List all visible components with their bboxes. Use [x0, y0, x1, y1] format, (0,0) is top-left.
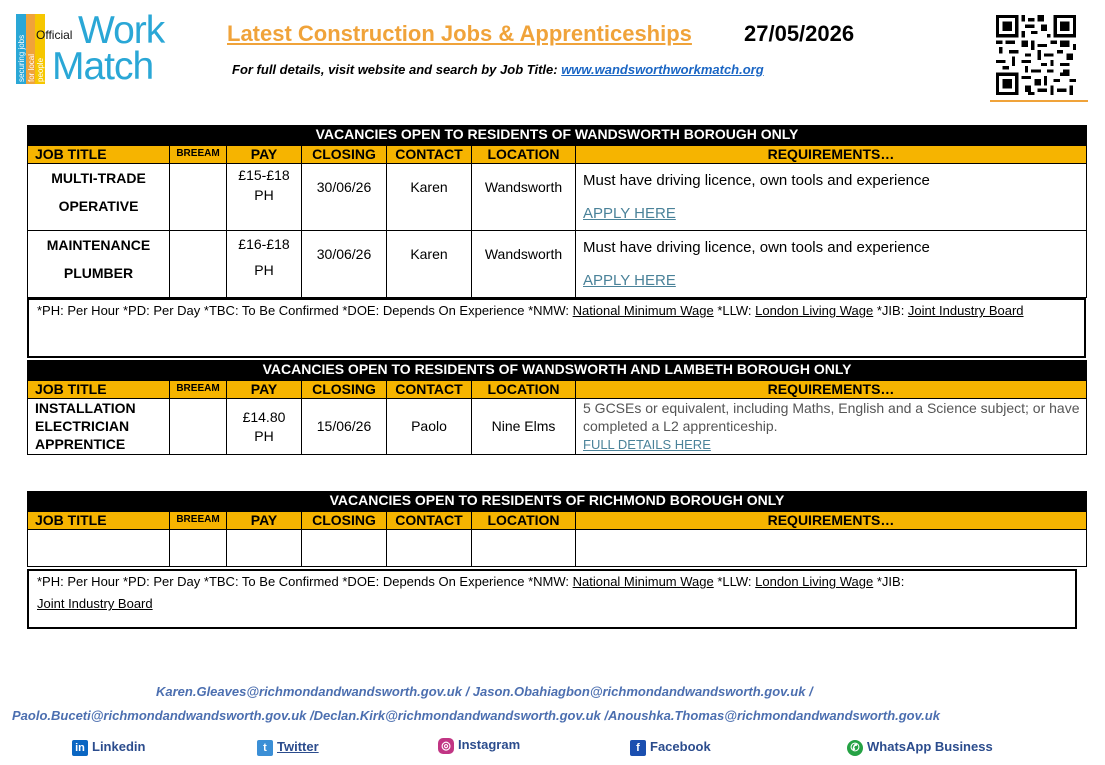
facebook-icon: f: [630, 740, 646, 756]
requirements-text: Must have driving licence, own tools and experience: [583, 172, 930, 189]
key-text: *LLW:: [713, 574, 756, 589]
col-location: LOCATION: [472, 146, 576, 164]
col-job-title: JOB TITLE: [28, 512, 170, 530]
location-cell: Wandsworth: [472, 164, 576, 231]
key-text: *PH: Per Hour *PD: Per Day *TBC: To Be Confirmed *DOE: Depends On Experience *NMW:: [37, 574, 573, 589]
instagram-label: Instagram: [458, 737, 521, 752]
contact-cell: Paolo: [387, 399, 472, 455]
col-job-title: JOB TITLE: [28, 146, 170, 164]
closing-cell: 30/06/26: [302, 164, 387, 231]
col-job-title: JOB TITLE: [28, 381, 170, 399]
col-location: LOCATION: [472, 381, 576, 399]
job-title: MAINTENANCE: [46, 237, 151, 253]
richmond-vacancies-table: [27, 491, 1087, 567]
logo-vertical-text-2: for local: [27, 53, 36, 82]
page-title: Latest Construction Jobs & Apprenticeships: [227, 21, 692, 46]
contact-cell: Karen: [387, 164, 472, 231]
pay-value: £15-£18: [238, 167, 290, 183]
abbreviations-key: [27, 569, 1077, 629]
section-banner: VACANCIES OPEN TO RESIDENTS OF WANDSWORTH BOROUGH ONLY: [28, 126, 1087, 146]
facebook-label: Facebook: [650, 739, 711, 754]
job-title: APPRENTICE: [35, 436, 126, 452]
nmw-link[interactable]: National Minimum Wage: [572, 574, 714, 589]
contact-cell: Karen: [387, 231, 472, 298]
breeam-cell: [170, 164, 227, 231]
section-banner: VACANCIES OPEN TO RESIDENTS OF RICHMOND BOROUGH ONLY: [28, 492, 1087, 512]
logo-vertical-text-3: people: [36, 57, 45, 82]
job-title-cell: [28, 231, 170, 298]
qr-code-icon: [996, 15, 1076, 95]
pay-cell: [227, 399, 302, 455]
location-cell: Wandsworth: [472, 231, 576, 298]
col-pay: PAY: [227, 381, 302, 399]
requirements-text: Must have driving licence, own tools and experience: [583, 239, 930, 256]
apply-here-link[interactable]: APPLY HERE: [583, 272, 676, 289]
website-link[interactable]: www.wandsworthworkmatch.org: [561, 62, 764, 77]
twitter-link[interactable]: [257, 739, 319, 756]
col-closing: CLOSING: [302, 512, 387, 530]
requirements-cell: [576, 231, 1087, 298]
logo-word-match: Match: [52, 45, 154, 88]
jib-link[interactable]: Joint Industry Board: [37, 596, 153, 611]
key-text: *JIB:: [873, 303, 908, 318]
section-banner: VACANCIES OPEN TO RESIDENTS OF WANDSWORTH AND LAMBETH BOROUGH ONLY: [28, 361, 1087, 381]
twitter-label: Twitter: [277, 739, 319, 754]
workmatch-logo: [16, 9, 186, 88]
table-row: [28, 231, 1087, 298]
wandsworth-vacancies-table: [27, 125, 1087, 298]
key-text: *PH: Per Hour *PD: Per Day *TBC: To Be Confirmed *DOE: Depends On Experience *NMW:: [37, 303, 573, 318]
abbreviations-key: [27, 298, 1086, 358]
instagram-icon: ◎: [438, 738, 454, 754]
col-closing: CLOSING: [302, 146, 387, 164]
whatsapp-icon: ✆: [847, 740, 863, 756]
linkedin-label: Linkedin: [92, 739, 146, 754]
full-details-link[interactable]: FULL DETAILS HERE: [583, 437, 711, 452]
instagram-link[interactable]: [438, 737, 520, 754]
logo-official: Official: [36, 28, 73, 42]
nmw-link[interactable]: National Minimum Wage: [572, 303, 714, 318]
col-breeam: BREEAM: [170, 146, 227, 164]
pay-unit: PH: [254, 262, 274, 278]
contact-emails-line1[interactable]: Karen.Gleaves@richmondandwandsworth.gov.uk / Jason.Obahiagbon@richmondandwandsworth.gov.uk /: [156, 684, 813, 699]
logo-word-work: Work: [78, 9, 165, 52]
key-text: *JIB:: [873, 574, 905, 589]
col-location: LOCATION: [472, 512, 576, 530]
job-title-cell: [28, 164, 170, 231]
twitter-icon: t: [257, 740, 273, 756]
location-cell: Nine Elms: [472, 399, 576, 455]
job-title: OPERATIVE: [58, 198, 139, 214]
jib-link[interactable]: Joint Industry Board: [907, 303, 1024, 318]
header-divider: [990, 100, 1088, 102]
subtitle-text: For full details, visit website and search by Job Title:: [232, 62, 562, 77]
breeam-cell: [170, 231, 227, 298]
linkedin-link[interactable]: [72, 739, 145, 756]
table-row: [28, 164, 1087, 231]
whatsapp-label: WhatsApp Business: [867, 739, 993, 754]
breeam-cell: [170, 399, 227, 455]
llw-link[interactable]: London Living Wage: [755, 303, 874, 318]
llw-link[interactable]: London Living Wage: [755, 574, 874, 589]
col-requirements: REQUIREMENTS…: [576, 512, 1087, 530]
whatsapp-link[interactable]: [847, 739, 993, 756]
logo-vertical-text-1: securing jobs: [17, 34, 26, 82]
col-contact: CONTACT: [387, 146, 472, 164]
col-requirements: REQUIREMENTS…: [576, 381, 1087, 399]
job-title-cell: [28, 399, 170, 455]
col-closing: CLOSING: [302, 381, 387, 399]
col-contact: CONTACT: [387, 512, 472, 530]
closing-cell: 30/06/26: [302, 231, 387, 298]
col-requirements: REQUIREMENTS…: [576, 146, 1087, 164]
table-row-empty: [28, 530, 1087, 567]
apply-here-link[interactable]: APPLY HERE: [583, 205, 676, 222]
page-date: 27/05/2026: [744, 21, 855, 46]
pay-value: £16-£18: [238, 236, 290, 252]
job-title: ELECTRICIAN: [35, 418, 130, 434]
job-title: MULTI-TRADE: [51, 170, 146, 186]
page-subtitle: [232, 62, 764, 77]
pay-value: £14.80: [242, 409, 286, 425]
col-pay: PAY: [227, 146, 302, 164]
col-contact: CONTACT: [387, 381, 472, 399]
requirements-text: 5 GCSEs or equivalent, including Maths, English and a Science subject; or have completed a L2 apprenticeship.: [583, 400, 1080, 434]
job-title: INSTALLATION: [35, 400, 136, 416]
pay-unit: PH: [254, 428, 274, 444]
key-text: *LLW:: [713, 303, 756, 318]
requirements-cell: [576, 399, 1087, 455]
pay-cell: [227, 231, 302, 298]
wandsworth-lambeth-vacancies-table: [27, 360, 1087, 455]
requirements-cell: [576, 164, 1087, 231]
linkedin-icon: in: [72, 740, 88, 756]
col-pay: PAY: [227, 512, 302, 530]
col-breeam: BREEAM: [170, 381, 227, 399]
pay-unit: PH: [254, 187, 274, 203]
job-title: PLUMBER: [63, 265, 134, 281]
closing-cell: 15/06/26: [302, 399, 387, 455]
table-row: [28, 399, 1087, 455]
pay-cell: [227, 164, 302, 231]
facebook-link[interactable]: [630, 739, 711, 756]
contact-emails-line2[interactable]: Paolo.Buceti@richmondandwandsworth.gov.uk /Declan.Kirk@richmondandwandsworth.gov.uk /Anoushka.Thomas@richmondandwandsworth.gov.uk: [12, 708, 940, 723]
col-breeam: BREEAM: [170, 512, 227, 530]
